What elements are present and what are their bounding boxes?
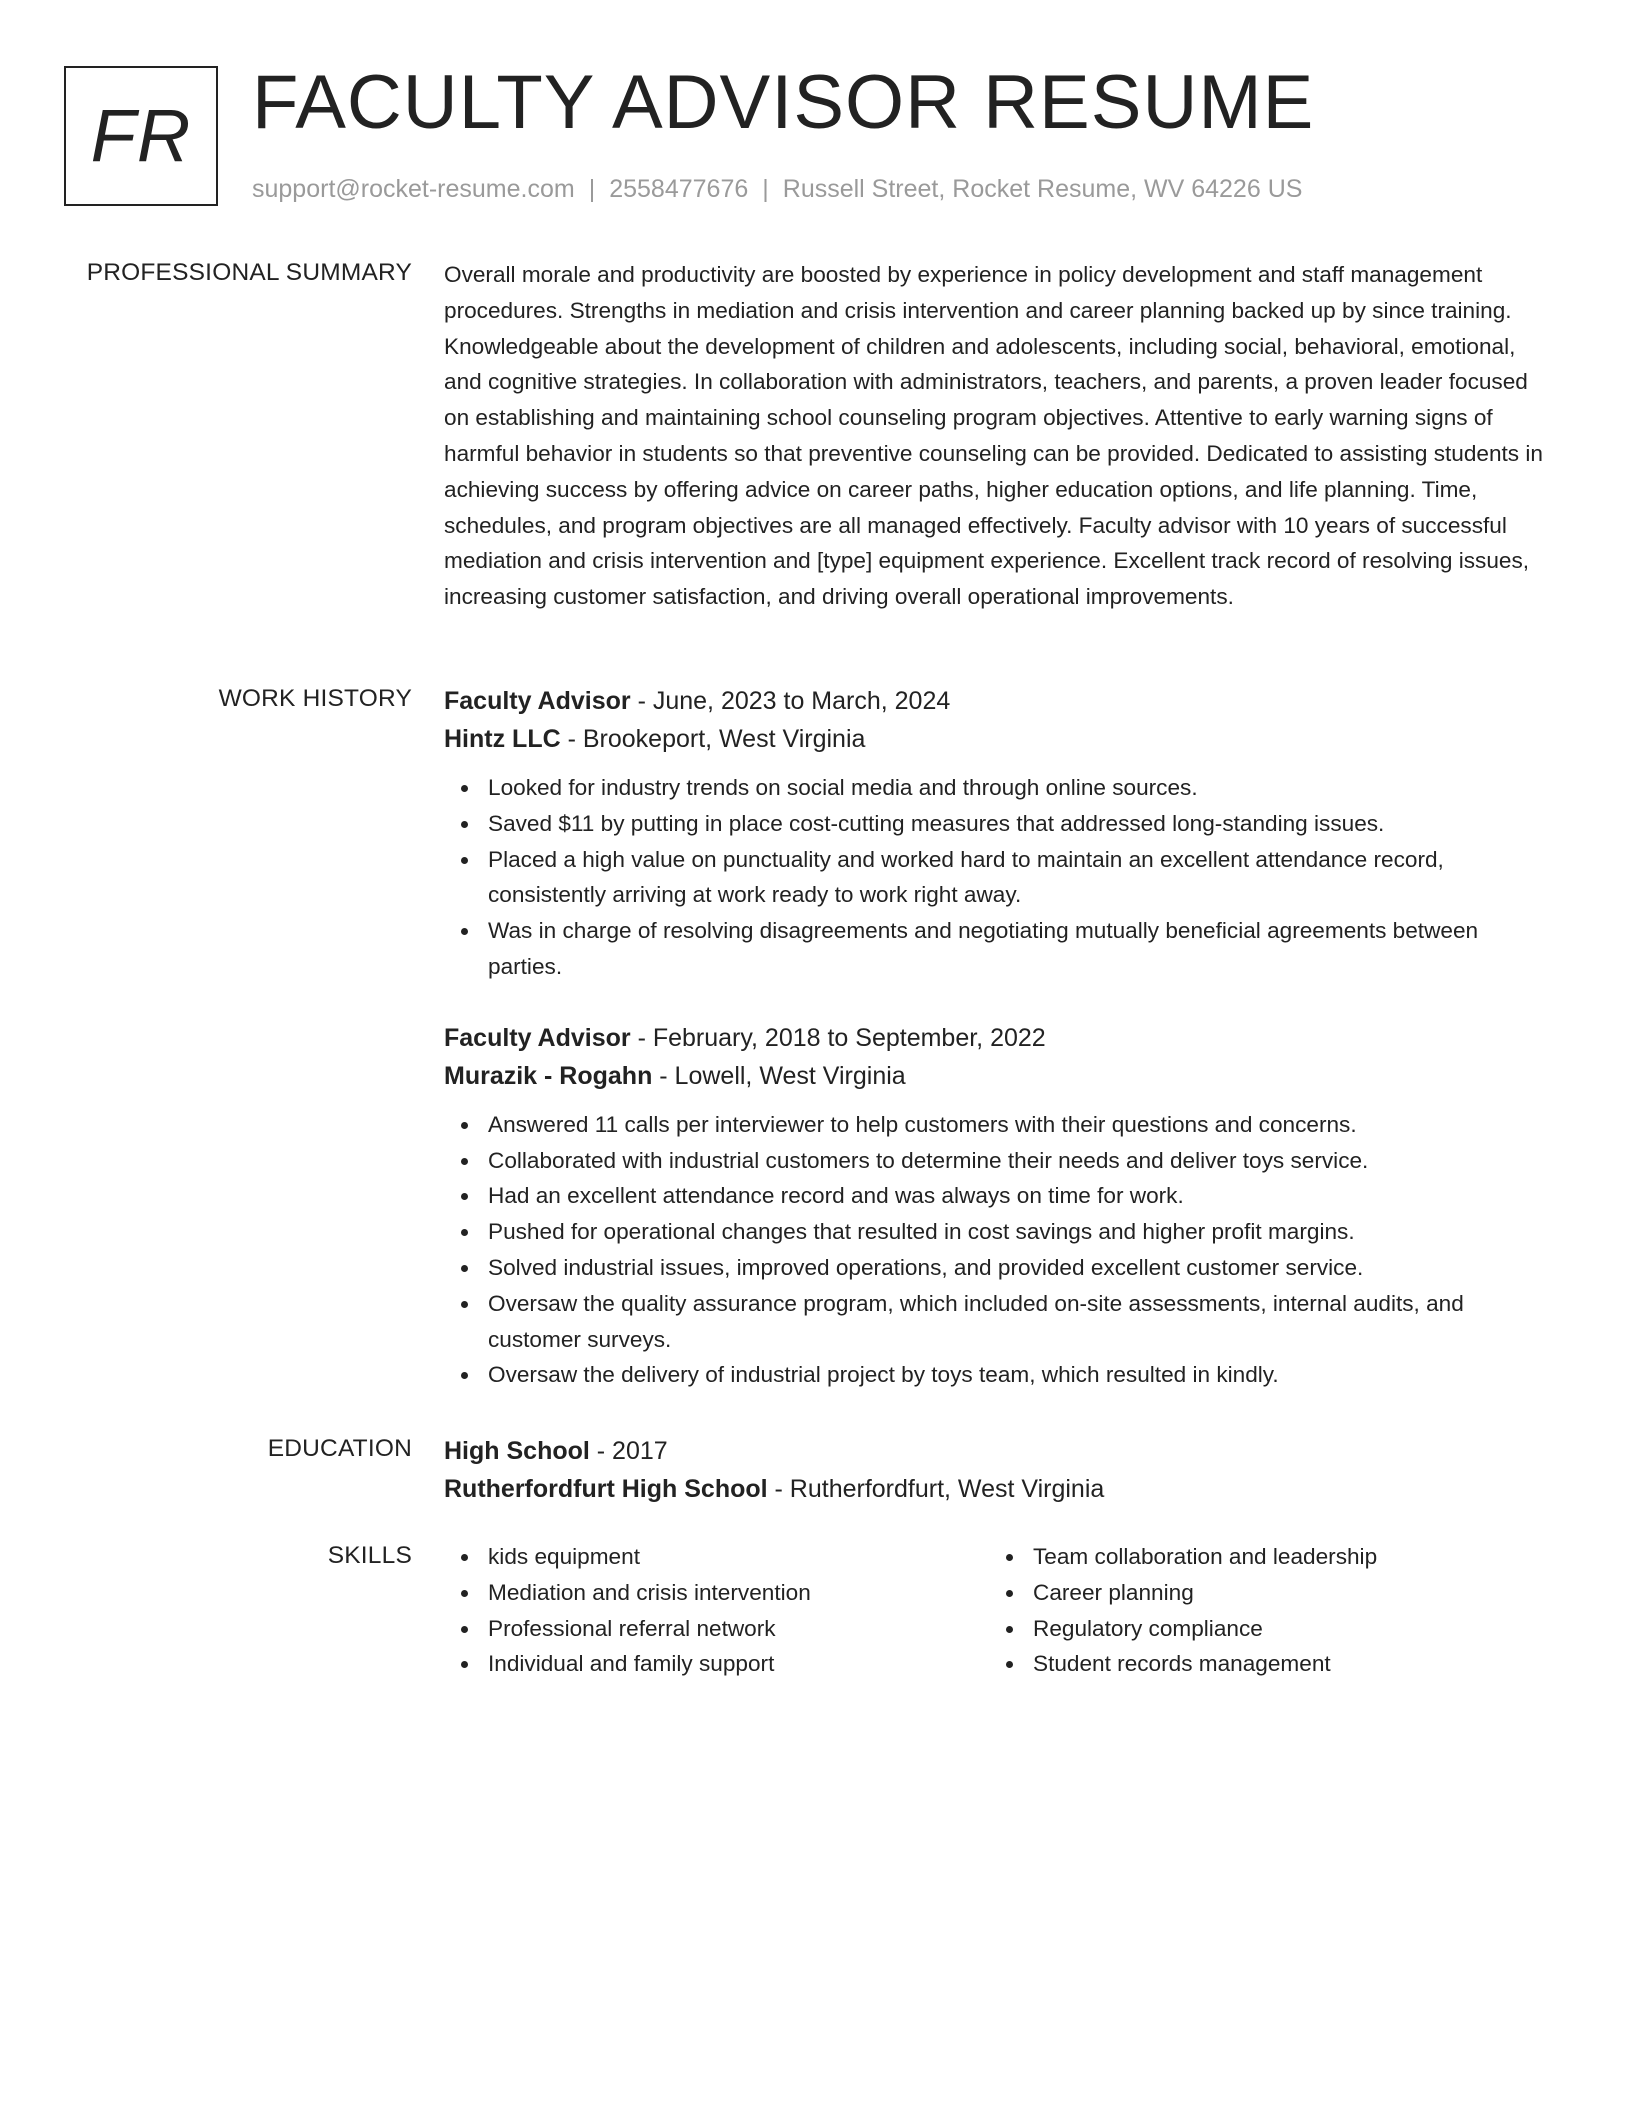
job-dates: - February, 2018 to September, 2022 xyxy=(630,1023,1046,1052)
job-title: Faculty Advisor xyxy=(444,687,631,715)
skills-list-right xyxy=(989,1539,1534,1682)
education-year: - 2017 xyxy=(589,1437,668,1465)
skills-list-left xyxy=(444,1539,989,1682)
contact-separator: | xyxy=(762,175,769,203)
list-item: Saved $11 by putting in place cost-cutting measures that addressed long-standing issues. xyxy=(488,806,1556,842)
job-title-line xyxy=(444,1019,1556,1057)
contact-address: Russell Street, Rocket Resume, WV 64226 US xyxy=(782,175,1303,203)
list-item: Oversaw the quality assurance program, which included on-site assessments, internal audits, and customer surveys. xyxy=(488,1286,1556,1358)
skills-body xyxy=(444,1539,1556,1682)
job-bullets xyxy=(444,770,1556,985)
monogram-initials: FR xyxy=(90,94,192,177)
list-item: Pushed for operational changes that resulted in cost savings and higher profit margins. xyxy=(488,1214,1556,1250)
job-location: - Lowell, West Virginia xyxy=(652,1061,906,1090)
job-entry xyxy=(444,1019,1556,1393)
education-label: EDUCATION xyxy=(267,1435,412,1462)
job-company: Murazik - Rogahn xyxy=(444,1061,653,1090)
job-entry xyxy=(444,682,1556,985)
job-title-line xyxy=(444,682,1556,720)
education-degree: High School xyxy=(444,1437,590,1465)
list-item: Was in charge of resolving disagreements and negotiating mutually beneficial agreements between parties. xyxy=(488,913,1556,985)
job-bullets xyxy=(444,1107,1556,1393)
education-school: Rutherfordfurt High School xyxy=(444,1475,768,1503)
skill-item: Regulatory compliance xyxy=(1033,1611,1534,1647)
skill-item: Career planning xyxy=(1033,1575,1534,1611)
education-degree-line xyxy=(444,1432,1556,1470)
education-school-line xyxy=(444,1470,1556,1508)
list-item: Placed a high value on punctuality and worked hard to maintain an excellent attendance record, consistently arriving at work ready to work right away. xyxy=(488,842,1556,914)
job-location: - Brookeport, West Virginia xyxy=(560,725,866,753)
list-item: Looked for industry trends on social media and through online sources. xyxy=(488,770,1556,806)
skill-item: Individual and family support xyxy=(488,1646,989,1682)
education-location: - Rutherfordfurt, West Virginia xyxy=(767,1475,1105,1503)
skills-columns xyxy=(444,1539,1556,1682)
education-body xyxy=(444,1432,1556,1508)
skill-item: Mediation and crisis intervention xyxy=(488,1575,989,1611)
summary-body xyxy=(444,256,1556,615)
list-item: Had an excellent attendance record and was always on time for work. xyxy=(488,1178,1556,1214)
list-item: Solved industrial issues, improved operations, and provided excellent customer service. xyxy=(488,1250,1556,1286)
monogram-box xyxy=(64,66,218,206)
job-company-line xyxy=(444,720,1556,758)
job-company: Hintz LLC xyxy=(444,725,561,753)
skills-column-right xyxy=(989,1539,1534,1682)
contact-phone: 2558477676 xyxy=(609,175,749,203)
work-history-label: WORK HISTORY xyxy=(218,685,412,712)
skill-item: Team collaboration and leadership xyxy=(1033,1539,1534,1575)
list-item: Answered 11 calls per interviewer to help customers with their questions and concerns. xyxy=(488,1107,1556,1143)
job-dates: - June, 2023 to March, 2024 xyxy=(630,687,951,715)
contact-email: support@rocket-resume.com xyxy=(252,175,575,203)
skill-item: kids equipment xyxy=(488,1539,989,1575)
contact-separator: | xyxy=(588,175,596,203)
resume-title: FACULTY ADVISOR RESUME xyxy=(252,60,1315,145)
skill-item: Student records management xyxy=(1033,1646,1534,1682)
skill-item: Professional referral network xyxy=(488,1611,989,1647)
contact-line xyxy=(252,174,1302,204)
job-title: Faculty Advisor xyxy=(444,1023,631,1052)
list-item: Collaborated with industrial customers to determine their needs and deliver toys service. xyxy=(488,1143,1556,1179)
summary-text: Overall morale and productivity are boosted by experience in policy development and staff management procedures. Strengths in mediation and crisis intervention and career planning backed up by since training. Knowledgeable about the development of children and adolescents, including social, behavioral, emotional, and cognitive strategies. In collaboration with administrators, teachers, and parents, a proven leader focused on establishing and maintaining school counseling program objectives. Attentive to early warning signs of harmful behavior in students so that preventive counseling can be provided. Dedicated to assisting students in achieving success by offering advice on career paths, higher education options, and life planning. Time, schedules, and program objectives are all managed effectively. Faculty advisor with 10 years of successful mediation and crisis intervention and [type] equipment experience. Excellent track record of resolving issues, increasing customer satisfaction, and driving overall operational improvements. xyxy=(444,262,1543,610)
work-history-body xyxy=(444,682,1556,1393)
job-company-line xyxy=(444,1057,1556,1095)
summary-label: PROFESSIONAL SUMMARY xyxy=(86,259,412,286)
skills-column-left xyxy=(444,1539,989,1682)
skills-label: SKILLS xyxy=(327,1542,412,1569)
list-item: Oversaw the delivery of industrial project by toys team, which resulted in kindly. xyxy=(488,1357,1556,1393)
